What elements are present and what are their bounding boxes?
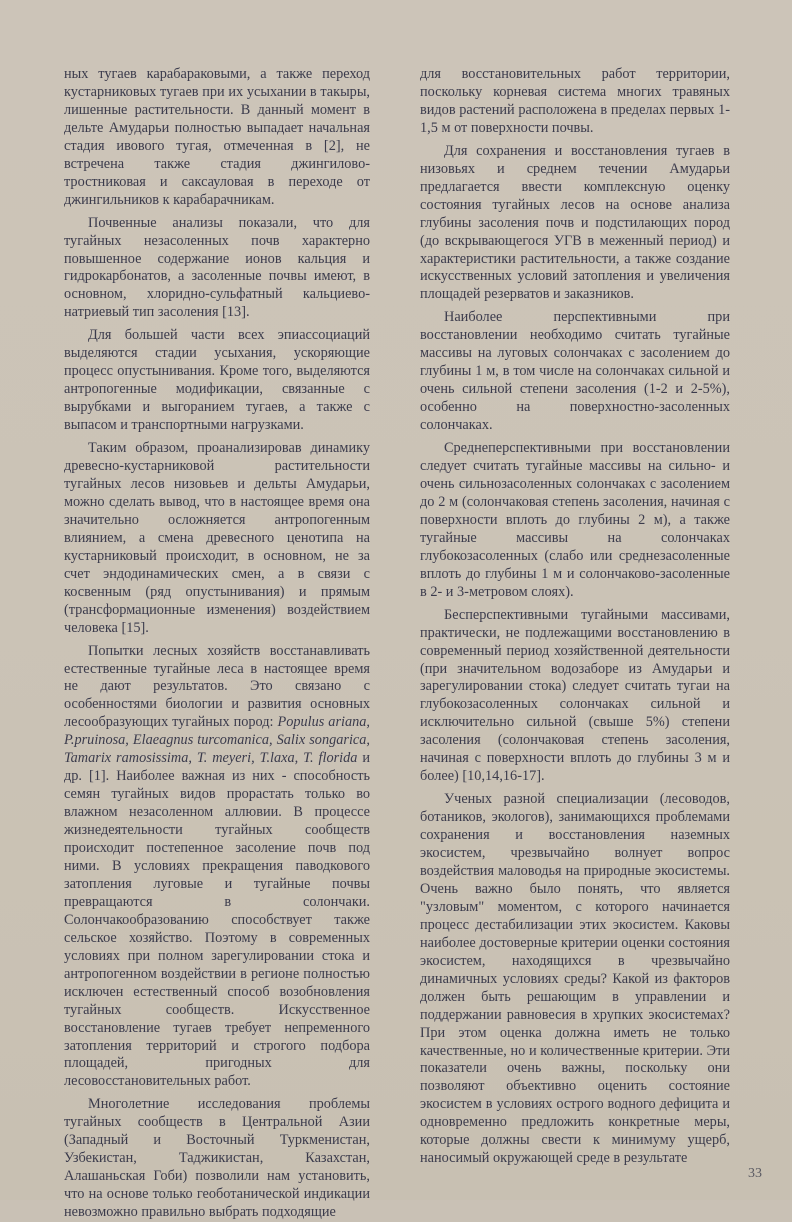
paragraph: Многолетние исследования проблемы тугайных сообществ в Центральной Азии (Западный и Восточный Туркменистан, Узбекистан, Таджикистан, Казахстан, Алашаньская Гоби) позволили нам установить, что на основе только геоботанической индикации невозможно правильно выбрать подходящие (64, 1096, 370, 1221)
species-list: Populus ariana, P.pruinosa, Elaeagnus turcomanica, Salix songarica, Tamarix ramosissima, T. meyeri, T.laxa, T. florida (64, 714, 370, 767)
left-text-column (64, 66, 370, 1222)
paragraph: Почвенные анализы показали, что для тугайных незасоленных почв характерно повышенное содержание ионов кальция и гидрокарбонатов, а засоленные почвы имеют, в основном, хлоридно-сульфатный кальциево-натриевый тип засоления [13]. (64, 214, 370, 321)
paragraph: Ученых разной специализации (лесоводов, ботаников, экологов), занимающихся проблемами сохранения и восстановления наземных экосистем, чрезвычайно волнует вопрос воздействия маловодья на природные экосистемы. Очень важно было понять, что является "узловым" моментом, с которого начинается процесс дестабилизации этих экосистем. Каковы наиболее достоверные критерии оценки состояния экосистем, находящихся в чрезвычайно динамичных условиях среды? Какой из факторов должен быть решающим в управлении и поддержании равновесия в хрупких экосистемах? При этом оценка должна иметь не только качественные, но и количественные критерии. Эти показатели очень важны, поскольку они позволяют объективно оценить состояние экосистем в условиях острого водного дефицита и одновременно предложить конкретные меры, которые должны свести к минимуму ущерб, наносимый окружающей среде в результате (420, 791, 730, 1167)
paragraph: для восстановительных работ территории, поскольку корневая система многих травяных видов растений расположена в пределах первых 1-1,5 м от поверхности почвы. (420, 66, 730, 136)
paragraph-text: Попытки лесных хозяйств восстанавливать естественные тугайные леса в настоящее время не дают результатов. Это связано с особенностями биологии и развития основных лесообразующих тугайных пород: (64, 642, 370, 731)
paragraph: Бесперспективными тугайными массивами, практически, не подлежащими восстановлению в современный период хозяйственной деятельности (при значительном водозаборе из Амударьи и зарегулировании стока) следует считать тугаи на глубокозасоленных солончаках сильной и исключительно сильной (свыше 5%) степени засоления (солончаковая степень засоления, начиная с поверхности вплоть до глубины 3 м и более) [10,14,16-17]. (420, 606, 730, 785)
right-text-column (420, 66, 730, 1168)
paragraph: Для большей части всех эпиассоциаций выделяются стадии усыхания, ускоряющие процесс опустынивания. Кроме того, выделяются антропогенные модификации, связанные с вырубками и выгоранием тугаев, а также с выпасом и транспортными нагрузками. (64, 327, 370, 434)
page-number: 33 (748, 1166, 762, 1181)
paragraph (64, 643, 370, 1092)
paragraph-text: и др. [1]. Наиболее важная из них - способность семян тугайных видов прорастать только во влажном незасоленном аллювии. В процессе жизнедеятельности тугайных сообществ происходит постепенное засоление почв под ними. В условиях прекращения паводкового затопления луговые и тугайные почвы превращаются в солончаки. Солончакообразованию способствует также сельское хозяйство. Поэтому в современных условиях при полном зарегулировании стока и антропогенном воздействии в регионе полностью исключен естественный способ возобновления тугайных сообществ. Искусственное восстановление тугаев требует непременного затопления территорий и строгого подбора площадей, пригодных для лесовосстановительных работ. (64, 750, 370, 1090)
paragraph: Для сохранения и восстановления тугаев в низовьях и среднем течении Амударьи предлагается ввести комплексную оценку состояния тугайных лесов на основе анализа глубины засоления почв и подстилающих пород (до вскрывающегося УГВ в меженный период) и характеристики растительности, а также создание искусственных условий затопления и увеличения площадей резерватов и заказников. (420, 142, 730, 303)
paragraph: Таким образом, проанализировав динамику древесно-кустарниковой растительности тугайных лесов низовьев и дельты Амударьи, можно сделать вывод, что в настоящее время она значительно осложняется антропогенным влиянием, а смена древесного ценотипа на кустарниковый происходит, в основном, не за счет эндодинамических смен, а в связи с косвенным (ряд опустынивания) и прямым (трансформационные изменения) воздействием человека [15]. (64, 440, 370, 636)
paragraph: Наиболее перспективными при восстановлении необходимо считать тугайные массивы на луговых солончаках с засолением до глубины 1 м, в том числе на солончаках сильной и очень сильной степени засоления (1-2 и 2-5%), особенно на поверхностно-засоленных солончаках. (420, 309, 730, 434)
paragraph: ных тугаев карабараковыми, а также переход кустарниковых тугаев при их усыхании в такыры, лишенные растительности. В данный момент в дельте Амударьи полностью выпадает начальная стадия ивового тугая, отмеченная в [2], не встречена также стадия джингилово-тростниковая и саксауловая в переходе от джингильников к карабарачникам. (64, 66, 370, 208)
paragraph: Среднеперспективными при восстановлении следует считать тугайные массивы на сильно- и очень сильнозасоленных солончаках с засолением до 2 м (солончаковая степень засоления, начиная с поверхности вплоть до глубины 2 м), а также тугайные массивы на солончаках глубокозасоленных (слабо или среднезасоленные вплоть до глубины 1 м и солончаково-засоленные в 2- и 3-метровом слоях). (420, 440, 730, 600)
